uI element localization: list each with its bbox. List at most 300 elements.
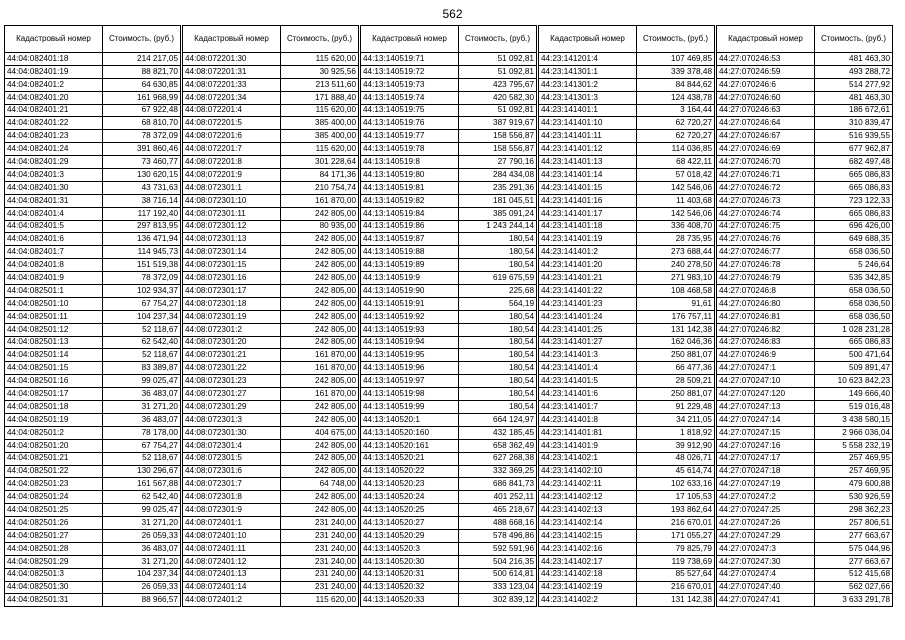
cost-cell: 257 469,95 xyxy=(815,452,893,465)
cost-cell: 161 968,99 xyxy=(103,91,181,104)
cost-cell: 665 086,83 xyxy=(815,169,893,182)
cost-cell: 62 720,27 xyxy=(637,117,715,130)
table-row xyxy=(5,194,181,207)
cadastral-number-cell: 44:08:072401:13 xyxy=(183,568,281,581)
cost-cell: 564,19 xyxy=(459,297,537,310)
table-row xyxy=(183,181,359,194)
cost-cell: 575 044,96 xyxy=(815,542,893,555)
cadastral-number-cell: 44:08:072301:14 xyxy=(183,246,281,259)
table-row xyxy=(183,272,359,285)
table-row xyxy=(539,388,715,401)
table-row xyxy=(717,388,893,401)
cost-cell: 481 463,30 xyxy=(815,53,893,66)
cadastral-table xyxy=(538,25,715,607)
cost-cell: 242 805,00 xyxy=(281,285,359,298)
cadastral-number-cell: 44:04:082501:22 xyxy=(5,465,103,478)
cadastral-number-cell: 44:13:140519:82 xyxy=(361,194,459,207)
table-row xyxy=(717,401,893,414)
cost-cell: 180,54 xyxy=(459,310,537,323)
cost-cell: 186 672,61 xyxy=(815,104,893,117)
table-row xyxy=(717,117,893,130)
cost-cell: 514 277,92 xyxy=(815,78,893,91)
cadastral-number-cell: 44:08:072301:30 xyxy=(183,426,281,439)
header-cadastral-number: Кадастровый номер xyxy=(183,26,281,53)
table-row xyxy=(183,297,359,310)
table-row xyxy=(539,233,715,246)
cadastral-number-cell: 44:08:072301:20 xyxy=(183,336,281,349)
cadastral-number-cell: 44:23:141401:18 xyxy=(539,220,637,233)
cadastral-number-cell: 44:08:072301:19 xyxy=(183,310,281,323)
table-row xyxy=(5,169,181,182)
table-row xyxy=(361,349,537,362)
cadastral-number-cell: 44:23:141402:19 xyxy=(539,581,637,594)
cost-cell: 130 620,15 xyxy=(103,169,181,182)
cadastral-number-cell: 44:04:082401:4 xyxy=(5,207,103,220)
cadastral-number-cell: 44:04:082501:20 xyxy=(5,439,103,452)
table-row xyxy=(717,272,893,285)
cadastral-number-cell: 44:13:140520:30 xyxy=(361,555,459,568)
cadastral-number-cell: 44:27:070246:70 xyxy=(717,156,815,169)
cost-cell: 242 805,00 xyxy=(281,375,359,388)
cost-cell: 158 556,87 xyxy=(459,130,537,143)
table-row xyxy=(183,594,359,607)
cost-cell: 52 118,67 xyxy=(103,323,181,336)
cadastral-number-cell: 44:08:072301:9 xyxy=(183,504,281,517)
cost-cell: 3 438 580,15 xyxy=(815,413,893,426)
table-row xyxy=(183,542,359,555)
table-row xyxy=(717,478,893,491)
table-row xyxy=(183,78,359,91)
table-row xyxy=(539,413,715,426)
cost-cell: 171 888,40 xyxy=(281,91,359,104)
cost-cell: 28 509,21 xyxy=(637,375,715,388)
table-row xyxy=(539,401,715,414)
cadastral-number-cell: 44:04:082501:19 xyxy=(5,413,103,426)
cadastral-number-cell: 44:04:082501:29 xyxy=(5,555,103,568)
table-row xyxy=(539,439,715,452)
cadastral-number-cell: 44:08:072301:15 xyxy=(183,259,281,272)
table-row xyxy=(5,259,181,272)
cadastral-number-cell: 44:23:141401:16 xyxy=(539,194,637,207)
cost-cell: 242 805,00 xyxy=(281,465,359,478)
table-row xyxy=(539,207,715,220)
table-row xyxy=(361,310,537,323)
cost-cell: 52 118,67 xyxy=(103,452,181,465)
table-row xyxy=(717,568,893,581)
table-row xyxy=(539,156,715,169)
table-row xyxy=(539,104,715,117)
cadastral-number-cell: 44:23:141402:18 xyxy=(539,568,637,581)
cadastral-number-cell: 44:23:141401:10 xyxy=(539,117,637,130)
cadastral-number-cell: 44:08:072301:4 xyxy=(183,439,281,452)
table-row xyxy=(361,401,537,414)
table-row xyxy=(5,362,181,375)
table-row xyxy=(183,388,359,401)
table-row xyxy=(539,143,715,156)
cadastral-number-cell: 44:27:070247:14 xyxy=(717,413,815,426)
cost-cell: 117 192,40 xyxy=(103,207,181,220)
table-row xyxy=(5,323,181,336)
cost-cell: 102 934,37 xyxy=(103,285,181,298)
table-row xyxy=(5,517,181,530)
cost-cell: 298 362,23 xyxy=(815,504,893,517)
table-row xyxy=(717,169,893,182)
table-row xyxy=(717,413,893,426)
cadastral-number-cell: 44:08:072301:23 xyxy=(183,375,281,388)
table-row xyxy=(5,504,181,517)
table-block-3 xyxy=(360,25,537,607)
cost-cell: 114 036,85 xyxy=(637,143,715,156)
table-row xyxy=(361,491,537,504)
cost-cell: 180,54 xyxy=(459,375,537,388)
cost-cell: 242 805,00 xyxy=(281,310,359,323)
table-row xyxy=(361,413,537,426)
cadastral-number-cell: 44:13:140519:86 xyxy=(361,220,459,233)
cadastral-number-cell: 44:13:140520:29 xyxy=(361,529,459,542)
table-row xyxy=(361,65,537,78)
cost-cell: 242 805,00 xyxy=(281,297,359,310)
cadastral-number-cell: 44:23:141401:7 xyxy=(539,401,637,414)
cost-cell: 336 408,70 xyxy=(637,220,715,233)
cost-cell: 530 926,59 xyxy=(815,491,893,504)
cadastral-table xyxy=(4,25,181,607)
cadastral-number-cell: 44:04:082501:30 xyxy=(5,581,103,594)
cost-cell: 104 237,34 xyxy=(103,310,181,323)
cadastral-number-cell: 44:13:140520:33 xyxy=(361,594,459,607)
table-row xyxy=(361,375,537,388)
cadastral-number-cell: 44:27:070246:73 xyxy=(717,194,815,207)
table-row xyxy=(183,581,359,594)
cadastral-number-cell: 44:08:072201:6 xyxy=(183,130,281,143)
cost-cell: 39 912,90 xyxy=(637,439,715,452)
cost-cell: 479 600,88 xyxy=(815,478,893,491)
cost-cell: 91 229,48 xyxy=(637,401,715,414)
cost-cell: 1 028 231,28 xyxy=(815,323,893,336)
cadastral-number-cell: 44:04:082501:14 xyxy=(5,349,103,362)
table-row xyxy=(717,336,893,349)
cost-cell: 465 218,67 xyxy=(459,504,537,517)
cadastral-number-cell: 44:27:070246:69 xyxy=(717,143,815,156)
table-row xyxy=(539,465,715,478)
cost-cell: 180,54 xyxy=(459,259,537,272)
table-row xyxy=(183,568,359,581)
table-row xyxy=(361,181,537,194)
cadastral-number-cell: 44:13:140520:160 xyxy=(361,426,459,439)
cost-cell: 73 460,77 xyxy=(103,156,181,169)
cost-cell: 242 805,00 xyxy=(281,504,359,517)
cadastral-number-cell: 44:27:070247:25 xyxy=(717,504,815,517)
cadastral-number-cell: 44:13:140519:98 xyxy=(361,388,459,401)
cost-cell: 115 620,00 xyxy=(281,143,359,156)
cadastral-number-cell: 44:23:141402:14 xyxy=(539,517,637,530)
cadastral-number-cell: 44:23:141402:2 xyxy=(539,594,637,607)
cadastral-number-cell: 44:04:082501:18 xyxy=(5,401,103,414)
cadastral-number-cell: 44:27:070246:77 xyxy=(717,246,815,259)
cadastral-number-cell: 44:04:082401:21 xyxy=(5,104,103,117)
table-row xyxy=(183,413,359,426)
table-row xyxy=(539,285,715,298)
table-row xyxy=(361,594,537,607)
cadastral-number-cell: 44:13:140520:31 xyxy=(361,568,459,581)
cost-cell: 67 922,48 xyxy=(103,104,181,117)
table-row xyxy=(183,491,359,504)
cadastral-number-cell: 44:13:140519:93 xyxy=(361,323,459,336)
table-row xyxy=(539,504,715,517)
table-row xyxy=(5,104,181,117)
cadastral-number-cell: 44:08:072301:29 xyxy=(183,401,281,414)
table-row xyxy=(717,53,893,66)
table-row xyxy=(717,594,893,607)
table-row xyxy=(717,194,893,207)
cadastral-number-cell: 44:27:070247:17 xyxy=(717,452,815,465)
cost-cell: 114 945,73 xyxy=(103,246,181,259)
table-row xyxy=(539,323,715,336)
cadastral-number-cell: 44:13:140519:90 xyxy=(361,285,459,298)
cost-cell: 250 881,07 xyxy=(637,388,715,401)
table-row xyxy=(717,375,893,388)
cadastral-number-cell: 44:23:141201:4 xyxy=(539,53,637,66)
cadastral-number-cell: 44:27:070246:81 xyxy=(717,310,815,323)
table-row xyxy=(361,78,537,91)
cost-cell: 242 805,00 xyxy=(281,491,359,504)
cadastral-number-cell: 44:27:070246:71 xyxy=(717,169,815,182)
cadastral-number-cell: 44:04:082501:15 xyxy=(5,362,103,375)
cadastral-number-cell: 44:08:072301:1 xyxy=(183,181,281,194)
table-row xyxy=(5,117,181,130)
cost-cell: 68 810,70 xyxy=(103,117,181,130)
cost-cell: 5 246,64 xyxy=(815,259,893,272)
table-row xyxy=(183,323,359,336)
cadastral-table xyxy=(182,25,359,607)
table-row xyxy=(183,555,359,568)
cost-cell: 193 862,64 xyxy=(637,504,715,517)
cost-cell: 180,54 xyxy=(459,233,537,246)
table-row xyxy=(361,529,537,542)
cadastral-number-cell: 44:08:072301:6 xyxy=(183,465,281,478)
table-row xyxy=(361,207,537,220)
cadastral-number-cell: 44:27:070246:82 xyxy=(717,323,815,336)
cadastral-number-cell: 44:08:072301:12 xyxy=(183,220,281,233)
table-row xyxy=(717,78,893,91)
cost-cell: 158 556,87 xyxy=(459,143,537,156)
cadastral-number-cell: 44:23:141402:1 xyxy=(539,452,637,465)
cost-cell: 5 558 232,19 xyxy=(815,439,893,452)
table-row xyxy=(539,362,715,375)
cadastral-number-cell: 44:13:140519:84 xyxy=(361,207,459,220)
cadastral-number-cell: 44:23:141401:22 xyxy=(539,285,637,298)
table-row xyxy=(5,272,181,285)
table-row xyxy=(5,181,181,194)
cadastral-number-cell: 44:13:140520:22 xyxy=(361,465,459,478)
cadastral-number-cell: 44:23:141401:24 xyxy=(539,310,637,323)
table-row xyxy=(361,517,537,530)
table-row xyxy=(717,542,893,555)
table-row xyxy=(5,130,181,143)
table-row xyxy=(717,465,893,478)
table-row xyxy=(5,207,181,220)
table-row xyxy=(539,181,715,194)
cost-cell: 404 675,00 xyxy=(281,426,359,439)
table-row xyxy=(183,478,359,491)
cadastral-number-cell: 44:04:082401:7 xyxy=(5,246,103,259)
cadastral-number-cell: 44:13:140520:1 xyxy=(361,413,459,426)
cost-cell: 161 870,00 xyxy=(281,349,359,362)
cost-cell: 385 400,00 xyxy=(281,117,359,130)
cadastral-number-cell: 44:27:070247:120 xyxy=(717,388,815,401)
header-cost: Стоимость, (руб.) xyxy=(459,26,537,53)
cadastral-number-cell: 44:27:070246:64 xyxy=(717,117,815,130)
table-row xyxy=(361,581,537,594)
table-row xyxy=(361,246,537,259)
cost-cell: 592 591,96 xyxy=(459,542,537,555)
cadastral-number-cell: 44:27:070247:16 xyxy=(717,439,815,452)
table-row xyxy=(361,426,537,439)
cadastral-number-cell: 44:13:140519:80 xyxy=(361,169,459,182)
cadastral-number-cell: 44:13:140520:21 xyxy=(361,452,459,465)
table-row xyxy=(539,246,715,259)
table-row xyxy=(717,207,893,220)
table-row xyxy=(361,452,537,465)
cadastral-number-cell: 44:04:082401:18 xyxy=(5,53,103,66)
table-row xyxy=(717,246,893,259)
table-row xyxy=(5,310,181,323)
cadastral-number-cell: 44:23:141402:16 xyxy=(539,542,637,555)
cost-cell: 562 027,66 xyxy=(815,581,893,594)
cadastral-number-cell: 44:27:070246:6 xyxy=(717,78,815,91)
cadastral-number-cell: 44:04:082401:20 xyxy=(5,91,103,104)
cadastral-number-cell: 44:08:072201:4 xyxy=(183,104,281,117)
cost-cell: 665 086,83 xyxy=(815,207,893,220)
table-row xyxy=(183,169,359,182)
cost-cell: 235 291,36 xyxy=(459,181,537,194)
cost-cell: 78 372,09 xyxy=(103,130,181,143)
table-row xyxy=(183,375,359,388)
table-row xyxy=(361,156,537,169)
cost-cell: 91,61 xyxy=(637,297,715,310)
table-row xyxy=(539,555,715,568)
cost-cell: 665 086,83 xyxy=(815,336,893,349)
cadastral-number-cell: 44:04:082401:30 xyxy=(5,181,103,194)
table-row xyxy=(361,117,537,130)
cadastral-number-cell: 44:13:140520:3 xyxy=(361,542,459,555)
cadastral-number-cell: 44:08:072201:34 xyxy=(183,91,281,104)
table-row xyxy=(183,439,359,452)
table-row xyxy=(5,401,181,414)
cost-cell: 31 271,20 xyxy=(103,401,181,414)
cadastral-number-cell: 44:08:072301:27 xyxy=(183,388,281,401)
cost-cell: 696 426,00 xyxy=(815,220,893,233)
cost-cell: 36 483,07 xyxy=(103,413,181,426)
cadastral-number-cell: 44:13:140520:24 xyxy=(361,491,459,504)
table-row xyxy=(5,349,181,362)
cadastral-number-cell: 44:04:082401:2 xyxy=(5,78,103,91)
header-cadastral-number: Кадастровый номер xyxy=(539,26,637,53)
table-row xyxy=(717,491,893,504)
table-row xyxy=(361,504,537,517)
cadastral-number-cell: 44:27:070247:10 xyxy=(717,375,815,388)
cadastral-number-cell: 44:27:070246:79 xyxy=(717,272,815,285)
table-row xyxy=(539,426,715,439)
cost-cell: 26 059,33 xyxy=(103,581,181,594)
cadastral-number-cell: 44:27:070246:67 xyxy=(717,130,815,143)
cost-cell: 11 403,68 xyxy=(637,194,715,207)
table-row xyxy=(183,194,359,207)
cadastral-number-cell: 44:04:082501:24 xyxy=(5,491,103,504)
cost-cell: 649 688,35 xyxy=(815,233,893,246)
cost-cell: 723 122,33 xyxy=(815,194,893,207)
table-row xyxy=(717,104,893,117)
table-row xyxy=(717,259,893,272)
cost-cell: 51 092,81 xyxy=(459,65,537,78)
cadastral-number-cell: 44:08:072201:5 xyxy=(183,117,281,130)
cost-cell: 385 400,00 xyxy=(281,130,359,143)
cost-cell: 214 217,05 xyxy=(103,53,181,66)
cost-cell: 658 036,50 xyxy=(815,297,893,310)
cost-cell: 242 805,00 xyxy=(281,207,359,220)
cost-cell: 43 731,63 xyxy=(103,181,181,194)
table-row xyxy=(183,465,359,478)
cost-cell: 2 966 036,04 xyxy=(815,426,893,439)
cost-cell: 161 870,00 xyxy=(281,362,359,375)
table-row xyxy=(183,349,359,362)
cadastral-number-cell: 44:08:072201:31 xyxy=(183,65,281,78)
cadastral-number-cell: 44:23:141401:20 xyxy=(539,259,637,272)
cost-cell: 3 164,44 xyxy=(637,104,715,117)
cadastral-number-cell: 44:08:072201:9 xyxy=(183,169,281,182)
cost-cell: 124 438,78 xyxy=(637,91,715,104)
cadastral-number-cell: 44:23:141402:11 xyxy=(539,478,637,491)
cost-cell: 99 025,47 xyxy=(103,375,181,388)
cadastral-number-cell: 44:13:140519:87 xyxy=(361,233,459,246)
table-row xyxy=(183,130,359,143)
cadastral-number-cell: 44:23:141402:10 xyxy=(539,465,637,478)
table-row xyxy=(539,478,715,491)
cadastral-number-cell: 44:04:082501:10 xyxy=(5,297,103,310)
cadastral-number-cell: 44:27:070247:26 xyxy=(717,517,815,530)
table-row xyxy=(361,542,537,555)
cadastral-number-cell: 44:13:140519:91 xyxy=(361,297,459,310)
cost-cell: 52 118,67 xyxy=(103,349,181,362)
cadastral-number-cell: 44:27:070246:60 xyxy=(717,91,815,104)
cost-cell: 79 825,79 xyxy=(637,542,715,555)
table-row xyxy=(361,143,537,156)
cadastral-number-cell: 44:27:070247:1 xyxy=(717,362,815,375)
cost-cell: 131 142,38 xyxy=(637,323,715,336)
cadastral-number-cell: 44:27:070247:30 xyxy=(717,555,815,568)
cadastral-number-cell: 44:04:082501:12 xyxy=(5,323,103,336)
cadastral-number-cell: 44:23:141401:11 xyxy=(539,130,637,143)
cadastral-number-cell: 44:23:141402:17 xyxy=(539,555,637,568)
cost-cell: 28 735,95 xyxy=(637,233,715,246)
cost-cell: 84 171,36 xyxy=(281,169,359,182)
cadastral-number-cell: 44:27:070246:53 xyxy=(717,53,815,66)
table-row xyxy=(183,336,359,349)
cost-cell: 26 059,33 xyxy=(103,529,181,542)
cadastral-number-cell: 44:23:141401:27 xyxy=(539,336,637,349)
cadastral-number-cell: 44:04:082501:26 xyxy=(5,517,103,530)
cadastral-number-cell: 44:27:070247:19 xyxy=(717,478,815,491)
cost-cell: 180,54 xyxy=(459,401,537,414)
cost-cell: 66 477,36 xyxy=(637,362,715,375)
cadastral-number-cell: 44:23:141401:21 xyxy=(539,272,637,285)
table-row xyxy=(5,220,181,233)
cost-cell: 297 813,95 xyxy=(103,220,181,233)
table-row xyxy=(5,594,181,607)
cadastral-number-cell: 44:08:072401:10 xyxy=(183,529,281,542)
table-row xyxy=(717,233,893,246)
table-row xyxy=(539,65,715,78)
cadastral-number-cell: 44:27:070246:83 xyxy=(717,336,815,349)
